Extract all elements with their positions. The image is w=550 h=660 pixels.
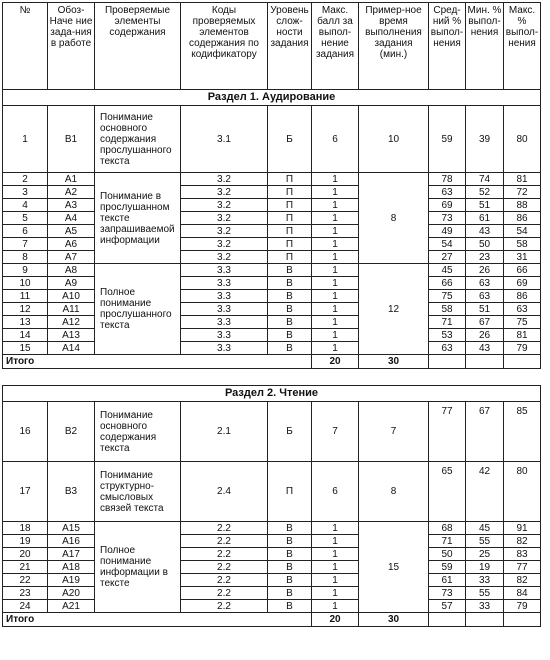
- difficulty-level: П: [268, 225, 312, 238]
- difficulty-level: В: [268, 548, 312, 561]
- content-element: Понимание структурно-смысловых связей текста: [95, 462, 181, 522]
- codifier-code: 2.2: [181, 522, 268, 535]
- task-designation: A6: [48, 238, 95, 251]
- approx-time: 12: [359, 264, 429, 355]
- max-score: 1: [312, 186, 359, 199]
- table-row: [3, 462, 541, 522]
- difficulty-level: В: [268, 329, 312, 342]
- max-score: 1: [312, 535, 359, 548]
- difficulty-level: В: [268, 303, 312, 316]
- difficulty-level: В: [268, 535, 312, 548]
- max-score: 1: [312, 225, 359, 238]
- min-percent: 55: [466, 535, 504, 548]
- section-title: Раздел 2. Чтение: [3, 386, 541, 402]
- difficulty-level: В: [268, 264, 312, 277]
- task-number: 16: [3, 402, 48, 462]
- results-table: [2, 2, 541, 627]
- section-title-row: [3, 386, 541, 402]
- max-percent: 82: [504, 574, 541, 587]
- task-number: 14: [3, 329, 48, 342]
- total-row: [3, 613, 541, 627]
- task-number: 12: [3, 303, 48, 316]
- codifier-code: 3.3: [181, 277, 268, 290]
- header-avg: Сред-ний % выпол-нения: [429, 3, 466, 90]
- max-score: 1: [312, 548, 359, 561]
- table-row: [3, 225, 541, 238]
- difficulty-level: П: [268, 186, 312, 199]
- difficulty-level: П: [268, 462, 312, 522]
- table-row: [3, 600, 541, 613]
- max-percent: 86: [504, 290, 541, 303]
- max-score: 7: [312, 402, 359, 462]
- task-designation: A4: [48, 212, 95, 225]
- task-designation: A18: [48, 561, 95, 574]
- header-elements: Проверяемые элементы содержания: [95, 3, 181, 90]
- max-percent: 31: [504, 251, 541, 264]
- avg-percent: 50: [429, 548, 466, 561]
- total-label: Итого: [3, 613, 312, 627]
- approx-time: 8: [359, 173, 429, 264]
- task-number: 11: [3, 290, 48, 303]
- total-min-empty: [466, 355, 504, 369]
- difficulty-level: П: [268, 251, 312, 264]
- max-percent: 80: [504, 106, 541, 173]
- table-row: [3, 561, 541, 574]
- avg-percent: 49: [429, 225, 466, 238]
- avg-percent: 59: [429, 561, 466, 574]
- table-row: [3, 106, 541, 173]
- difficulty-level: П: [268, 212, 312, 225]
- table-row: [3, 264, 541, 277]
- min-percent: 52: [466, 186, 504, 199]
- difficulty-level: П: [268, 199, 312, 212]
- difficulty-level: Б: [268, 402, 312, 462]
- table-row: [3, 251, 541, 264]
- approx-time: 10: [359, 106, 429, 173]
- task-designation: A19: [48, 574, 95, 587]
- min-percent: 45: [466, 522, 504, 535]
- total-label: Итого: [3, 355, 312, 369]
- max-score: 1: [312, 587, 359, 600]
- table-row: [3, 212, 541, 225]
- codifier-code: 2.2: [181, 574, 268, 587]
- task-number: 19: [3, 535, 48, 548]
- avg-percent: 54: [429, 238, 466, 251]
- max-score: 1: [312, 316, 359, 329]
- difficulty-level: В: [268, 290, 312, 303]
- min-percent: 63: [466, 277, 504, 290]
- codifier-code: 3.2: [181, 173, 268, 186]
- codifier-code: 3.2: [181, 225, 268, 238]
- max-percent: 81: [504, 329, 541, 342]
- content-element: Понимание в прослушанном тексте запрашиваемой информации: [95, 173, 181, 264]
- task-number: 23: [3, 587, 48, 600]
- min-percent: 63: [466, 290, 504, 303]
- avg-percent: 58: [429, 303, 466, 316]
- max-percent: 84: [504, 587, 541, 600]
- avg-percent: 69: [429, 199, 466, 212]
- task-number: 24: [3, 600, 48, 613]
- task-designation: B3: [48, 462, 95, 522]
- max-score: 1: [312, 238, 359, 251]
- task-designation: A8: [48, 264, 95, 277]
- task-designation: A9: [48, 277, 95, 290]
- min-percent: 43: [466, 225, 504, 238]
- max-percent: 54: [504, 225, 541, 238]
- task-designation: A17: [48, 548, 95, 561]
- difficulty-level: В: [268, 342, 312, 355]
- table-row: [3, 277, 541, 290]
- task-designation: A21: [48, 600, 95, 613]
- max-score: 1: [312, 561, 359, 574]
- task-number: 15: [3, 342, 48, 355]
- table-row: [3, 303, 541, 316]
- task-designation: A11: [48, 303, 95, 316]
- codifier-code: 3.2: [181, 212, 268, 225]
- task-number: 13: [3, 316, 48, 329]
- max-percent: 91: [504, 522, 541, 535]
- max-percent: 77: [504, 561, 541, 574]
- max-percent: 81: [504, 173, 541, 186]
- header-level: Уровень слож-ности задания: [268, 3, 312, 90]
- max-percent: 79: [504, 342, 541, 355]
- max-score: 6: [312, 462, 359, 522]
- max-score: 1: [312, 522, 359, 535]
- codifier-code: 3.3: [181, 290, 268, 303]
- task-number: 2: [3, 173, 48, 186]
- min-percent: 61: [466, 212, 504, 225]
- header-codes: Коды проверяемых элементов содержания по кодификатору: [181, 3, 268, 90]
- header-time: Пример-ное время выполнения задания (мин.): [359, 3, 429, 90]
- total-time: 30: [359, 355, 429, 369]
- task-number: 17: [3, 462, 48, 522]
- approx-time: 15: [359, 522, 429, 613]
- content-element: Полное понимание прослушанного текста: [95, 264, 181, 355]
- content-element: Полное понимание информации в тексте: [95, 522, 181, 613]
- table-row: [3, 587, 541, 600]
- min-percent: 55: [466, 587, 504, 600]
- max-percent: 69: [504, 277, 541, 290]
- codifier-code: 2.2: [181, 548, 268, 561]
- max-score: 1: [312, 600, 359, 613]
- codifier-code: 3.3: [181, 316, 268, 329]
- avg-percent: 68: [429, 522, 466, 535]
- task-designation: A14: [48, 342, 95, 355]
- avg-percent: 53: [429, 329, 466, 342]
- task-designation: A12: [48, 316, 95, 329]
- avg-percent: 27: [429, 251, 466, 264]
- codifier-code: 2.2: [181, 587, 268, 600]
- max-score: 1: [312, 342, 359, 355]
- task-number: 20: [3, 548, 48, 561]
- max-score: 1: [312, 264, 359, 277]
- table-row: [3, 342, 541, 355]
- task-number: 1: [3, 106, 48, 173]
- max-score: 1: [312, 251, 359, 264]
- header-max-score: Макс. балл за выпол-нение задания: [312, 3, 359, 90]
- table-row: [3, 290, 541, 303]
- avg-percent: 77: [429, 402, 466, 462]
- task-designation: A1: [48, 173, 95, 186]
- avg-percent: 71: [429, 535, 466, 548]
- task-number: 22: [3, 574, 48, 587]
- task-designation: A15: [48, 522, 95, 535]
- codifier-code: 3.2: [181, 186, 268, 199]
- table-row: [3, 329, 541, 342]
- content-element: Понимание основного содержания прослушанного текста: [95, 106, 181, 173]
- min-percent: 23: [466, 251, 504, 264]
- task-designation: B2: [48, 402, 95, 462]
- max-percent: 58: [504, 238, 541, 251]
- header-min: Мин. % выпол-нения: [466, 3, 504, 90]
- spacer: [3, 369, 541, 386]
- codifier-code: 3.3: [181, 264, 268, 277]
- total-score: 20: [312, 355, 359, 369]
- codifier-code: 3.1: [181, 106, 268, 173]
- header-num: №: [3, 3, 48, 90]
- table-row: [3, 535, 541, 548]
- task-number: 8: [3, 251, 48, 264]
- task-number: 3: [3, 186, 48, 199]
- table-row: [3, 574, 541, 587]
- table-row: [3, 548, 541, 561]
- task-number: 10: [3, 277, 48, 290]
- task-designation: A13: [48, 329, 95, 342]
- min-percent: 26: [466, 329, 504, 342]
- max-percent: 82: [504, 535, 541, 548]
- table-row: [3, 199, 541, 212]
- difficulty-level: П: [268, 173, 312, 186]
- difficulty-level: В: [268, 316, 312, 329]
- section-title: Раздел 1. Аудирование: [3, 90, 541, 106]
- task-number: 6: [3, 225, 48, 238]
- max-percent: 85: [504, 402, 541, 462]
- header-designation: Обоз-Наче ние зада-ния в работе: [48, 3, 95, 90]
- max-percent: 75: [504, 316, 541, 329]
- max-percent: 88: [504, 199, 541, 212]
- task-designation: A5: [48, 225, 95, 238]
- task-designation: A3: [48, 199, 95, 212]
- table-row: [3, 238, 541, 251]
- codifier-code: 2.1: [181, 402, 268, 462]
- task-number: 4: [3, 199, 48, 212]
- avg-percent: 63: [429, 186, 466, 199]
- max-score: 1: [312, 303, 359, 316]
- max-percent: 66: [504, 264, 541, 277]
- max-percent: 72: [504, 186, 541, 199]
- total-max-empty: [504, 355, 541, 369]
- codifier-code: 3.2: [181, 238, 268, 251]
- content-element: Понимание основного содержания текста: [95, 402, 181, 462]
- task-number: 18: [3, 522, 48, 535]
- avg-percent: 59: [429, 106, 466, 173]
- total-avg-empty: [429, 613, 466, 627]
- table-row: [3, 173, 541, 186]
- min-percent: 25: [466, 548, 504, 561]
- min-percent: 50: [466, 238, 504, 251]
- codifier-code: 3.2: [181, 251, 268, 264]
- header-max: Макс. % выпол-нения: [504, 3, 541, 90]
- codifier-code: 3.2: [181, 199, 268, 212]
- total-time: 30: [359, 613, 429, 627]
- difficulty-level: В: [268, 574, 312, 587]
- min-percent: 51: [466, 303, 504, 316]
- spacer-row: [3, 369, 541, 386]
- avg-percent: 45: [429, 264, 466, 277]
- max-score: 1: [312, 290, 359, 303]
- avg-percent: 66: [429, 277, 466, 290]
- avg-percent: 61: [429, 574, 466, 587]
- min-percent: 43: [466, 342, 504, 355]
- approx-time: 8: [359, 462, 429, 522]
- task-designation: A16: [48, 535, 95, 548]
- section-title-row: [3, 90, 541, 106]
- min-percent: 33: [466, 574, 504, 587]
- min-percent: 67: [466, 402, 504, 462]
- avg-percent: 65: [429, 462, 466, 522]
- codifier-code: 3.3: [181, 303, 268, 316]
- task-designation: B1: [48, 106, 95, 173]
- table-row: [3, 522, 541, 535]
- task-designation: A7: [48, 251, 95, 264]
- max-score: 1: [312, 277, 359, 290]
- min-percent: 19: [466, 561, 504, 574]
- codifier-code: 3.3: [181, 329, 268, 342]
- table-row: [3, 402, 541, 462]
- difficulty-level: П: [268, 238, 312, 251]
- codifier-code: 3.3: [181, 342, 268, 355]
- difficulty-level: В: [268, 600, 312, 613]
- max-percent: 83: [504, 548, 541, 561]
- min-percent: 51: [466, 199, 504, 212]
- table-row: [3, 186, 541, 199]
- max-score: 1: [312, 212, 359, 225]
- difficulty-level: Б: [268, 106, 312, 173]
- min-percent: 33: [466, 600, 504, 613]
- total-max-empty: [504, 613, 541, 627]
- difficulty-level: В: [268, 587, 312, 600]
- task-number: 7: [3, 238, 48, 251]
- header-row: [3, 3, 541, 90]
- max-score: 1: [312, 173, 359, 186]
- total-min-empty: [466, 613, 504, 627]
- max-percent: 80: [504, 462, 541, 522]
- max-score: 1: [312, 199, 359, 212]
- max-score: 6: [312, 106, 359, 173]
- min-percent: 39: [466, 106, 504, 173]
- table-row: [3, 316, 541, 329]
- avg-percent: 57: [429, 600, 466, 613]
- task-number: 9: [3, 264, 48, 277]
- task-number: 21: [3, 561, 48, 574]
- avg-percent: 78: [429, 173, 466, 186]
- min-percent: 74: [466, 173, 504, 186]
- codifier-code: 2.2: [181, 535, 268, 548]
- max-percent: 79: [504, 600, 541, 613]
- total-row: [3, 355, 541, 369]
- task-designation: A10: [48, 290, 95, 303]
- avg-percent: 75: [429, 290, 466, 303]
- difficulty-level: В: [268, 561, 312, 574]
- total-avg-empty: [429, 355, 466, 369]
- avg-percent: 73: [429, 587, 466, 600]
- approx-time: 7: [359, 402, 429, 462]
- max-percent: 86: [504, 212, 541, 225]
- difficulty-level: В: [268, 522, 312, 535]
- avg-percent: 73: [429, 212, 466, 225]
- difficulty-level: В: [268, 277, 312, 290]
- task-designation: A2: [48, 186, 95, 199]
- task-number: 5: [3, 212, 48, 225]
- codifier-code: 2.2: [181, 600, 268, 613]
- min-percent: 42: [466, 462, 504, 522]
- codifier-code: 2.2: [181, 561, 268, 574]
- task-designation: A20: [48, 587, 95, 600]
- min-percent: 26: [466, 264, 504, 277]
- codifier-code: 2.4: [181, 462, 268, 522]
- max-percent: 63: [504, 303, 541, 316]
- avg-percent: 71: [429, 316, 466, 329]
- avg-percent: 63: [429, 342, 466, 355]
- total-score: 20: [312, 613, 359, 627]
- max-score: 1: [312, 574, 359, 587]
- max-score: 1: [312, 329, 359, 342]
- min-percent: 67: [466, 316, 504, 329]
